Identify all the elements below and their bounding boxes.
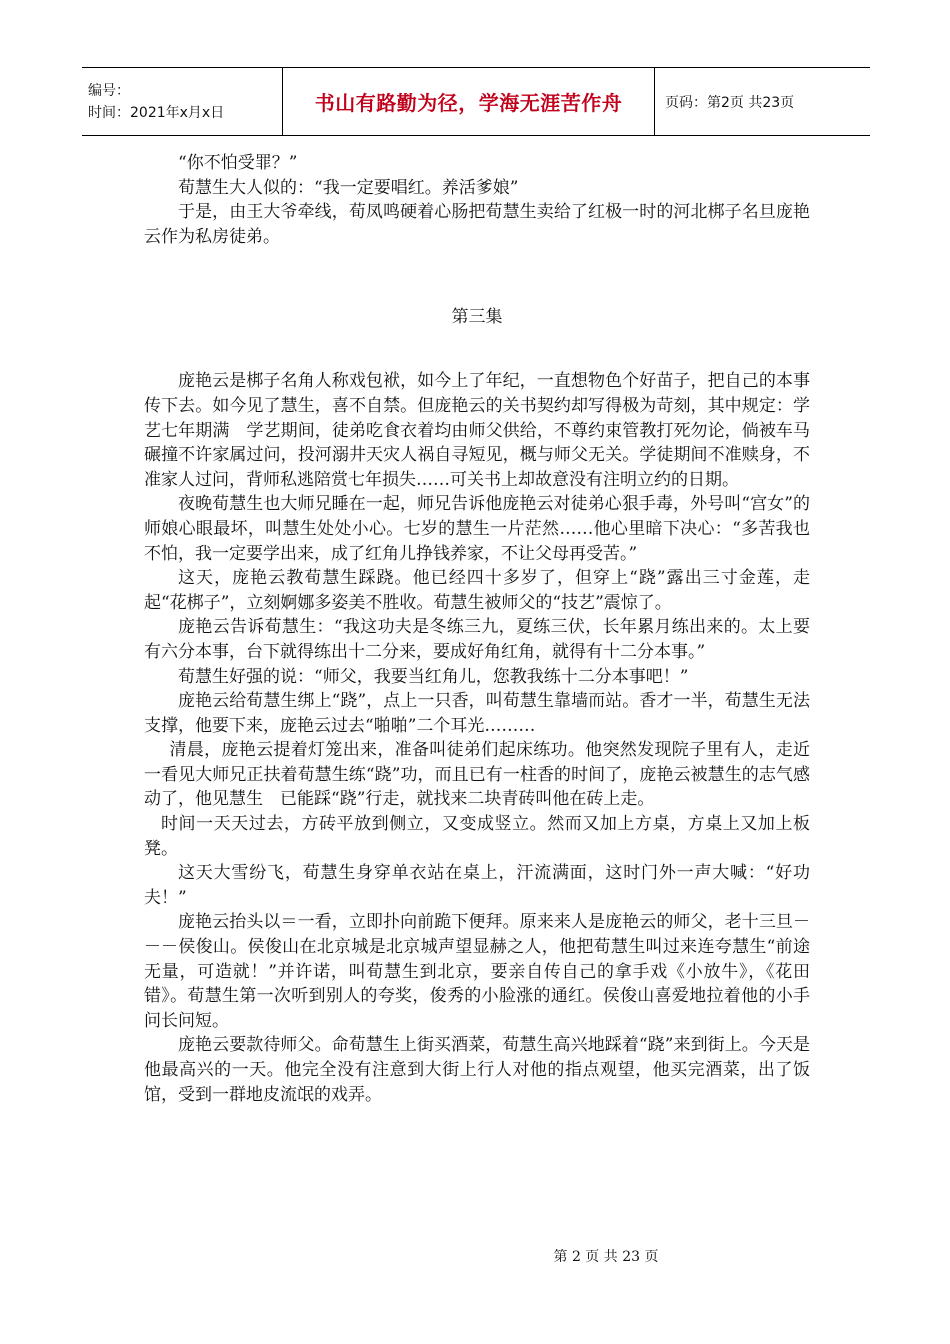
chapter-title: 第三集 <box>451 307 503 328</box>
paragraph: 庞艳云给荀慧生绑上“跷”，点上一只香，叫荀慧生靠墙而站。香才一半，荀慧生无法支撑，他要下来，庞艳云过去“啪啪”二个耳光……… <box>144 691 810 736</box>
paragraph: 庞艳云要款待师父。命荀慧生上街买酒菜，荀慧生高兴地踩着“跷”来到街上。今天是他最高兴的一天。他完全没有注意到大街上行人对他的指点观望，他买完酒菜，出了饭馆，受到一群地皮流氓的戏弄。 <box>144 1035 810 1105</box>
paragraph: “你不怕受罪？” <box>178 153 298 173</box>
paragraph: 于是，由王大爷牵线，荀凤鸣硬着心肠把荀慧生卖给了红极一时的河北梆子名旦庞艳云作为私房徒弟。 <box>144 202 810 247</box>
header-page <box>655 68 870 135</box>
document-body <box>144 151 810 1107</box>
footer-page-number: 第 2 页 共 23 页 <box>553 1249 659 1265</box>
header-page-text: 页码：第2页 共23页 <box>665 94 795 111</box>
paragraph: 清晨，庞艳云提着灯笼出来，准备叫徒弟们起床练功。他突然发现院子里有人，走近一看见大师兄正扶着荀慧生练“跷”功，而且已有一柱香的时间了，庞艳云被慧生的志气感动了，他见慧生 已能踩“跷”行走，就找来二块青砖叫他在砖上走。 <box>144 740 810 810</box>
paragraph: 时间一天天过去，方砖平放到侧立，又变成竖立。然而又加上方桌，方桌上又加上板凳。 <box>144 814 810 859</box>
paragraph: 荀慧生大人似的：“我一定要唱红。养活爹娘” <box>178 177 519 198</box>
paragraph: 这天，庞艳云教荀慧生踩跷。他已经四十多岁了，但穿上“跷”露出三寸金莲，走起“花梆子”，立刻婀娜多姿美不胜收。荀慧生被师父的“技艺”震惊了。 <box>144 568 810 613</box>
header-motto-text: 书山有路勤为径，学海无涯苦作舟 <box>314 91 623 115</box>
paragraph: 夜晚荀慧生也大师兄睡在一起，师兄告诉他庞艳云对徒弟心狠手毒，外号叫“宫女”的师娘心眼最坏，叫慧生处处小心。七岁的慧生一片茫然……他心里暗下决心：“多苦我也不怕，我一定要学出来，成了红角儿挣钱养家，不让父母再受苦。” <box>144 494 810 564</box>
paragraph: 庞艳云告诉荀慧生：“我这功夫是冬练三九，夏练三伏，长年累月练出来的。太上要有六分本事，台下就得练出十二分来，要成好角红角，就得有十二分本事。” <box>144 617 810 662</box>
page-footer <box>0 1246 950 1266</box>
paragraph: 荀慧生好强的说：“师父，我要当红角儿，您教我练十二分本事吧！” <box>178 666 689 687</box>
header-motto <box>283 68 655 135</box>
paragraph: 这天大雪纷飞，荀慧生身穿单衣站在桌上，汗流满面，这时门外一声大喊：“好功夫！” <box>144 863 810 908</box>
paragraph: 庞艳云是梆子名角人称戏包袱，如今上了年纪，一直想物色个好苗子，把自己的本事传下去。如今见了慧生，喜不自禁。但庞艳云的关书契约却写得极为苛刻，其中规定：学艺七年期满 学艺期间，徒弟吃食衣着均由师父供给，不尊约束管教打死勿论，倘被车马碾撞不许家属过问，投河溺井天灾人祸自寻短见，概与师父无关。学徒期间不准赎身，不准家人过问，背师私逃陪赏七年损失……可关书上却故意没有注明立约的日期。 <box>144 371 810 490</box>
header-time: 时间：2021年x月x日 <box>88 104 225 121</box>
header-meta <box>82 68 283 135</box>
paragraph: 庞艳云抬头以＝一看，立即扑向前跪下便拜。原来来人是庞艳云的师父，老十三旦－－－侯俊山。侯俊山在北京城是北京城声望显赫之人，他把荀慧生叫过来连夸慧生“前途无量，可造就！”并许诺，叫荀慧生到北京，要亲自传自己的拿手戏《小放牛》，《花田错》。荀慧生第一次听到别人的夸奖，俊秀的小脸涨的通红。侯俊山喜爱地拉着他的小手问长问短。 <box>144 912 810 1031</box>
page-header <box>82 67 870 136</box>
header-number: 编号： <box>88 82 130 99</box>
